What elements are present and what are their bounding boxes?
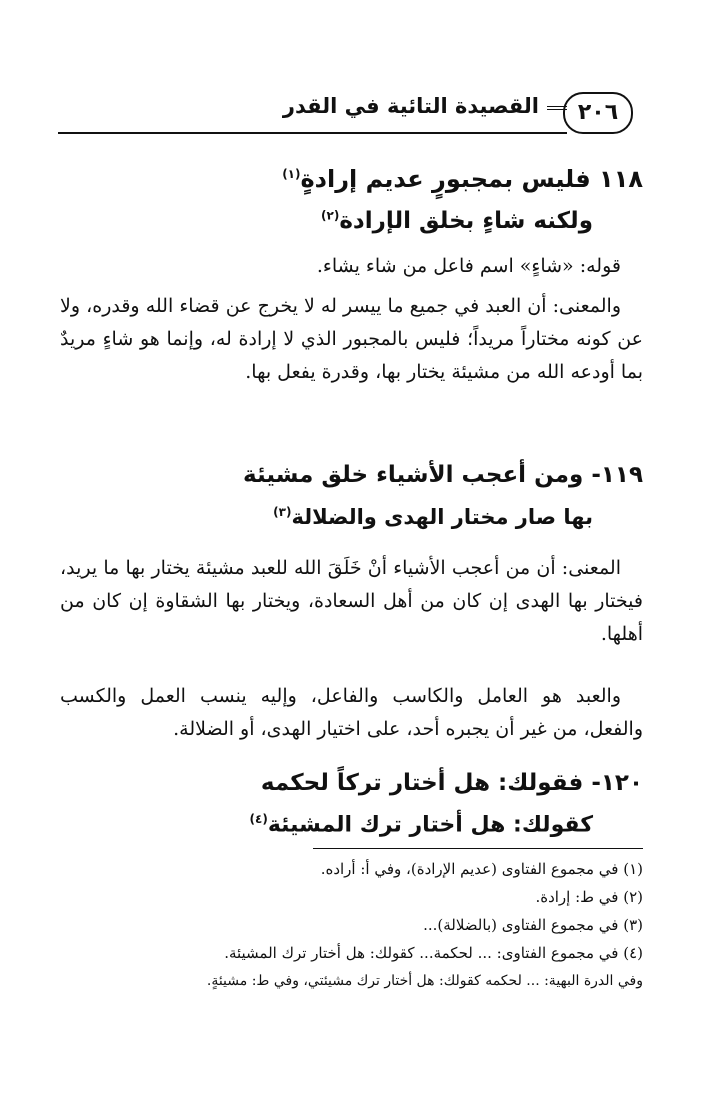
footnote-4: (٤) في مجموع الفتاوى: ... لحكمة... كقولك: هل أختار ترك المشيئة. (224, 944, 643, 962)
commentary-paragraph: والعبد هو العامل والكاسب والفاعل، وإليه ينسب العمل والكسب والفعل، من غير أن يجبره أحد، على اختيار الهدى، أو الضلالة. (60, 685, 643, 740)
header-underline (58, 132, 567, 134)
verse-118-first-hemistich (282, 165, 643, 193)
verse-120-first-hemistich (261, 770, 643, 796)
footnote-1: (١) في مجموع الفتاوى (عديم الإرادة)، وفي أ: أراده. (320, 860, 643, 878)
footnote-3: (٣) في مجموع الفتاوى (بالضلالة)... (423, 916, 643, 934)
footnote-ref: (٤) (249, 812, 268, 826)
header-rule (547, 106, 567, 110)
verse-text: بها صار مختار الهدى والضلالة (291, 505, 593, 529)
page-number: ٢٠٦ (563, 92, 633, 134)
verse-text: ١١٩- ومن أعجب الأشياء خلق مشيئة (243, 462, 643, 488)
footnote-ref: (٢) (321, 208, 340, 223)
running-title: القصيدة التائية في القدر (282, 94, 539, 118)
footnotes (60, 855, 643, 995)
footnote-4-continuation: وفي الدرة البهية: ... لحكمه كقولك: هل أختار ترك مشيئتي، وفي ط: مشيئةٍ. (206, 973, 643, 989)
footnote-ref: (٣) (273, 505, 292, 519)
verse-119-second-hemistich (273, 505, 593, 529)
commentary-paragraph: قوله: «شاءٍ» اسم فاعل من شاء يشاء. (316, 255, 621, 277)
verse-120-second-hemistich (250, 812, 593, 837)
footnote-ref: (١) (282, 167, 301, 181)
verse-text: ١٢٠- فقولك: هل أختار تركاً لحكمه (260, 770, 643, 796)
verse-text: كقولك: هل أختار ترك المشيئة (267, 812, 593, 838)
page-header (58, 92, 633, 136)
verse-text: ولكنه شاءٍ بخلق الإرادة (339, 208, 593, 234)
footnote-2: (٢) في ط: إرادة. (535, 888, 643, 906)
verse-118-second-hemistich (321, 208, 593, 234)
verse-text: ١١٨ فليس بمجبورٍ عديم إرادةٍ (300, 165, 643, 193)
footnote-separator (313, 848, 643, 849)
commentary-paragraph: والمعنى: أن العبد في جميع ما ييسر له لا يخرج عن قضاء الله وقدره، ولا عن كونه مختاراً مريداً؛ فليس بالمجبور الذي لا إرادة له، وإنما هو شاءٍ مريدٌ بما أودعه الله من مشيئة يختار بها، وقدرة يفعل بها. (60, 295, 643, 383)
commentary-paragraph: المعنى: أن من أعجب الأشياء أنْ خَلَقَ الله للعبد مشيئة يختار بها ما يريد، فيختار بها الهدى إن كان من أهل السعادة، ويختار بها الشقاوة إن كان من أهلها. (60, 557, 643, 645)
verse-119-first-hemistich (243, 462, 643, 488)
